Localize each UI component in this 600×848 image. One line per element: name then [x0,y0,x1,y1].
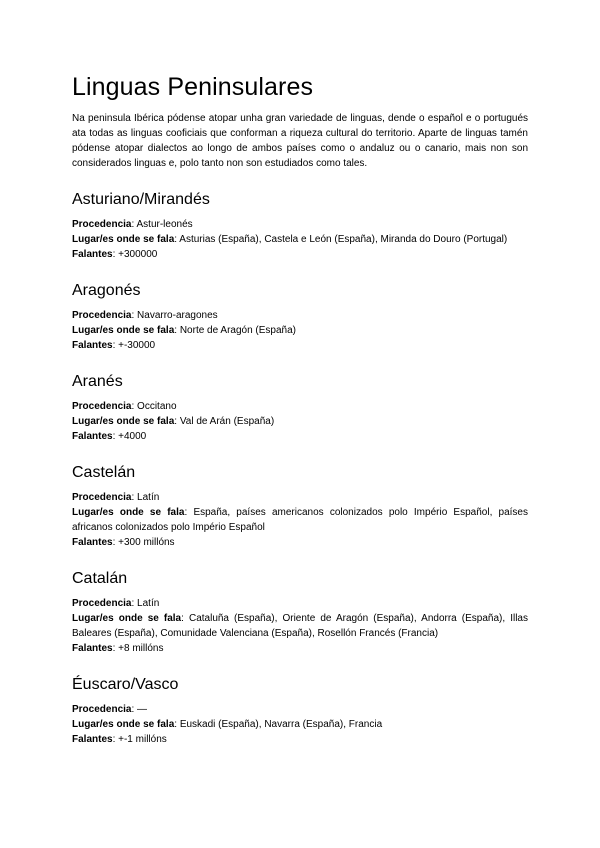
lugares-line: Lugar/es onde se fala: Cataluña (España), Oriente de Aragón (España), Andorra (España), Illas Baleares (España), Comunidade Valenciana (España), Rosellón Francés (Francia) [72,613,528,639]
falantes-value: +-30000 [118,340,156,351]
falantes-label: Falantes [72,340,113,351]
falantes-label: Falantes [72,734,113,745]
procedencia-label: Procedencia [72,598,132,609]
lugares-label: Lugar/es onde se fala [72,325,175,336]
procedencia-line: Procedencia: Navarro-aragones [72,310,218,321]
language-section [72,569,528,656]
lugares-value: Val de Arán (España) [179,416,275,427]
falantes-line: Falantes: +-30000 [72,340,156,351]
procedencia-value: Navarro-aragones [137,310,218,321]
procedencia-line: Procedencia: Astur-leonés [72,219,193,230]
procedencia-value: Astur-leonés [136,219,193,230]
lugares-label: Lugar/es onde se fala [72,613,182,624]
procedencia-label: Procedencia [72,310,132,321]
procedencia-value: Occitano [137,401,177,412]
falantes-label: Falantes [72,431,113,442]
procedencia-value: Latín [137,598,160,609]
procedencia-value: Latín [137,492,160,503]
procedencia-label: Procedencia [72,704,132,715]
language-heading: Castelán [72,464,136,481]
falantes-value: +300 millóns [118,537,175,548]
procedencia-label: Procedencia [72,401,132,412]
procedencia-label: Procedencia [72,219,132,230]
lugares-line: Lugar/es onde se fala: España, países americanos colonizados polo Império Español, países africanos colonizados polo Império Español [72,507,528,533]
falantes-value: +300000 [118,249,158,260]
lugares-value: Cataluña (España), Oriente de Aragón (España), Andorra (España), Illas Baleares (España), Comunidade Valenciana (España), Rosellón Francés (Francia) [72,613,528,639]
falantes-value: +-1 millóns [118,734,167,745]
language-section [72,675,528,747]
falantes-line: Falantes: +300000 [72,249,158,260]
procedencia-label: Procedencia [72,492,132,503]
lugares-line: Lugar/es onde se fala: Asturias (España), Castela e León (España), Miranda do Douro (Portugal) [72,234,508,245]
lugares-line: Lugar/es onde se fala: Norte de Aragón (España) [72,325,297,336]
falantes-line: Falantes: +8 millóns [72,643,164,654]
lugares-value: Euskadi (España), Navarra (España), Francia [179,719,383,730]
falantes-value: +4000 [118,431,147,442]
procedencia-line: Procedencia: Occitano [72,401,177,412]
procedencia-value: — [137,704,148,715]
procedencia-line: Procedencia: Latín [72,598,160,609]
procedencia-line: Procedencia: — [72,704,148,715]
language-section [72,190,528,262]
language-heading: Catalán [72,570,128,587]
language-section [72,281,528,353]
language-section [72,372,528,444]
lugares-label: Lugar/es onde se fala [72,719,175,730]
falantes-line: Falantes: +-1 millóns [72,734,167,745]
page-title: Linguas Peninsulares [72,73,314,101]
procedencia-line: Procedencia: Latín [72,492,160,503]
falantes-label: Falantes [72,643,113,654]
lugares-line: Lugar/es onde se fala: Euskadi (España), Navarra (España), Francia [72,719,383,730]
language-heading: Asturiano/Mirandés [72,191,210,208]
language-section [72,463,528,550]
lugares-label: Lugar/es onde se fala [72,416,175,427]
lugares-value: Norte de Aragón (España) [179,325,297,336]
language-heading: Éuscaro/Vasco [72,676,179,693]
lugares-value: España, países americanos colonizados polo Império Español, países africanos colonizados polo Império Español [72,507,528,533]
falantes-value: +8 millóns [118,643,164,654]
falantes-label: Falantes [72,537,113,548]
falantes-label: Falantes [72,249,113,260]
lugares-line: Lugar/es onde se fala: Val de Arán (España) [72,416,275,427]
intro-paragraph: Na peninsula Ibérica pódense atopar unha gran variedade de linguas, dende o español e o portugués ata todas as linguas cooficiais que conforman a riqueza cultural do territorio. Aparte de linguas tamén pódense atopar dialectos ao longo de ambos países como o andaluz ou o canario, mais non son considerados linguas e, polo tanto non son estudiados como tales. [72,113,528,169]
lugares-label: Lugar/es onde se fala [72,507,185,518]
lugares-label: Lugar/es onde se fala [72,234,175,245]
language-heading: Aranés [72,373,123,390]
language-heading: Aragonés [72,282,141,299]
falantes-line: Falantes: +300 millóns [72,537,175,548]
falantes-line: Falantes: +4000 [72,431,147,442]
lugares-value: Asturias (España), Castela e León (España), Miranda do Douro (Portugal) [179,234,508,245]
